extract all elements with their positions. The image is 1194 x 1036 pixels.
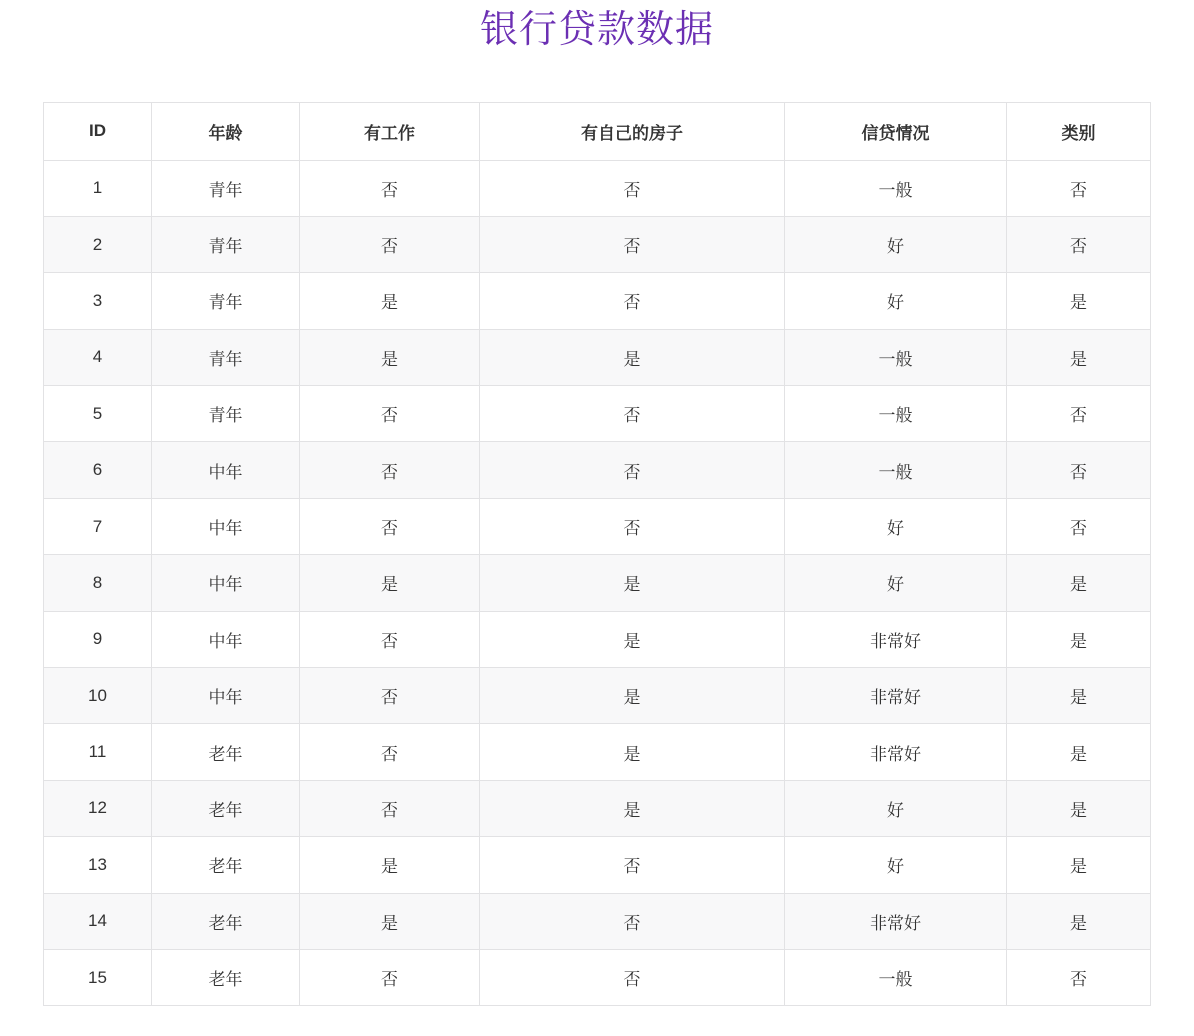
column-header: 年龄 [152,102,300,160]
table-cell: 好 [785,216,1007,272]
table-cell: 否 [480,442,785,498]
table-cell: 14 [44,893,152,949]
table-cell: 是 [480,555,785,611]
table-cell: 8 [44,555,152,611]
table-cell: 是 [1007,668,1151,724]
table-cell: 非常好 [785,893,1007,949]
page-title: 银行贷款数据 [479,7,714,51]
table-cell: 一般 [785,386,1007,442]
table-cell: 好 [785,498,1007,554]
table-cell: 否 [300,442,480,498]
table-cell: 是 [480,780,785,836]
table-cell: 否 [480,273,785,329]
table-cell: 否 [300,780,480,836]
table-cell: 是 [1007,724,1151,780]
table-cell: 是 [480,668,785,724]
column-header: 类别 [1007,102,1151,160]
table-cell: 中年 [152,555,300,611]
table-cell: 否 [480,837,785,893]
table-cell: 否 [300,668,480,724]
table-cell: 是 [300,273,480,329]
column-header: 有工作 [300,102,480,160]
column-header: ID [44,102,152,160]
table-row [44,837,1151,893]
table-cell: 好 [785,273,1007,329]
table-cell: 否 [1007,386,1151,442]
table-cell: 否 [300,160,480,216]
table-cell: 非常好 [785,611,1007,667]
table-cell: 否 [300,386,480,442]
table-cell: 一般 [785,160,1007,216]
table-cell: 老年 [152,949,300,1005]
table-cell: 一般 [785,442,1007,498]
table-cell: 11 [44,724,152,780]
table-cell: 否 [1007,949,1151,1005]
table-row [44,668,1151,724]
table-cell: 好 [785,837,1007,893]
table-cell: 否 [480,949,785,1005]
table-cell: 4 [44,329,152,385]
table-row [44,893,1151,949]
table-cell: 是 [1007,329,1151,385]
table-cell: 中年 [152,498,300,554]
table-cell: 12 [44,780,152,836]
table-cell: 10 [44,668,152,724]
table-cell: 否 [300,611,480,667]
table-row [44,442,1151,498]
table-cell: 否 [480,893,785,949]
table-cell: 5 [44,386,152,442]
table-cell: 否 [300,498,480,554]
table-cell: 否 [300,724,480,780]
table-row [44,273,1151,329]
table-cell: 中年 [152,611,300,667]
table-cell: 否 [480,386,785,442]
table-cell: 否 [1007,498,1151,554]
table-row [44,949,1151,1005]
table-cell: 青年 [152,160,300,216]
table-cell: 中年 [152,442,300,498]
table-cell: 否 [480,216,785,272]
table-cell: 是 [1007,893,1151,949]
table-cell: 6 [44,442,152,498]
table-cell: 非常好 [785,724,1007,780]
table-cell: 否 [480,160,785,216]
table-cell: 好 [785,555,1007,611]
table-row [44,386,1151,442]
table-cell: 否 [300,949,480,1005]
table-cell: 7 [44,498,152,554]
column-header: 有自己的房子 [480,102,785,160]
bank-loan-data-table [43,102,1151,1007]
table-cell: 好 [785,780,1007,836]
table-row [44,329,1151,385]
table-cell: 13 [44,837,152,893]
table-cell: 否 [1007,216,1151,272]
table-cell: 一般 [785,949,1007,1005]
table-cell: 青年 [152,386,300,442]
table-cell: 青年 [152,216,300,272]
table-cell: 是 [300,555,480,611]
table-row [44,498,1151,554]
table-cell: 中年 [152,668,300,724]
table-cell: 是 [300,837,480,893]
table-cell: 2 [44,216,152,272]
table-cell: 否 [300,216,480,272]
table-cell: 是 [480,329,785,385]
table-row [44,611,1151,667]
table-row [44,780,1151,836]
table-cell: 老年 [152,893,300,949]
table-row [44,724,1151,780]
table-body [44,160,1151,1006]
table-cell: 1 [44,160,152,216]
table-cell: 是 [480,611,785,667]
table-row [44,160,1151,216]
table-cell: 青年 [152,273,300,329]
table-cell: 是 [1007,611,1151,667]
table-cell: 15 [44,949,152,1005]
table-cell: 是 [300,329,480,385]
column-header: 信贷情况 [785,102,1007,160]
table-cell: 否 [480,498,785,554]
table-row [44,216,1151,272]
table-cell: 否 [1007,160,1151,216]
table-cell: 一般 [785,329,1007,385]
table-cell: 否 [1007,442,1151,498]
table-cell: 青年 [152,329,300,385]
table-cell: 9 [44,611,152,667]
table-cell: 老年 [152,837,300,893]
table-cell: 是 [1007,555,1151,611]
table-cell: 是 [1007,780,1151,836]
table-cell: 非常好 [785,668,1007,724]
table-cell: 3 [44,273,152,329]
table-header-row [44,102,1151,160]
table-cell: 是 [480,724,785,780]
table-row [44,555,1151,611]
table-cell: 老年 [152,724,300,780]
table-cell: 是 [1007,273,1151,329]
table-cell: 是 [300,893,480,949]
table-cell: 是 [1007,837,1151,893]
table-head [44,102,1151,160]
table-cell: 老年 [152,780,300,836]
